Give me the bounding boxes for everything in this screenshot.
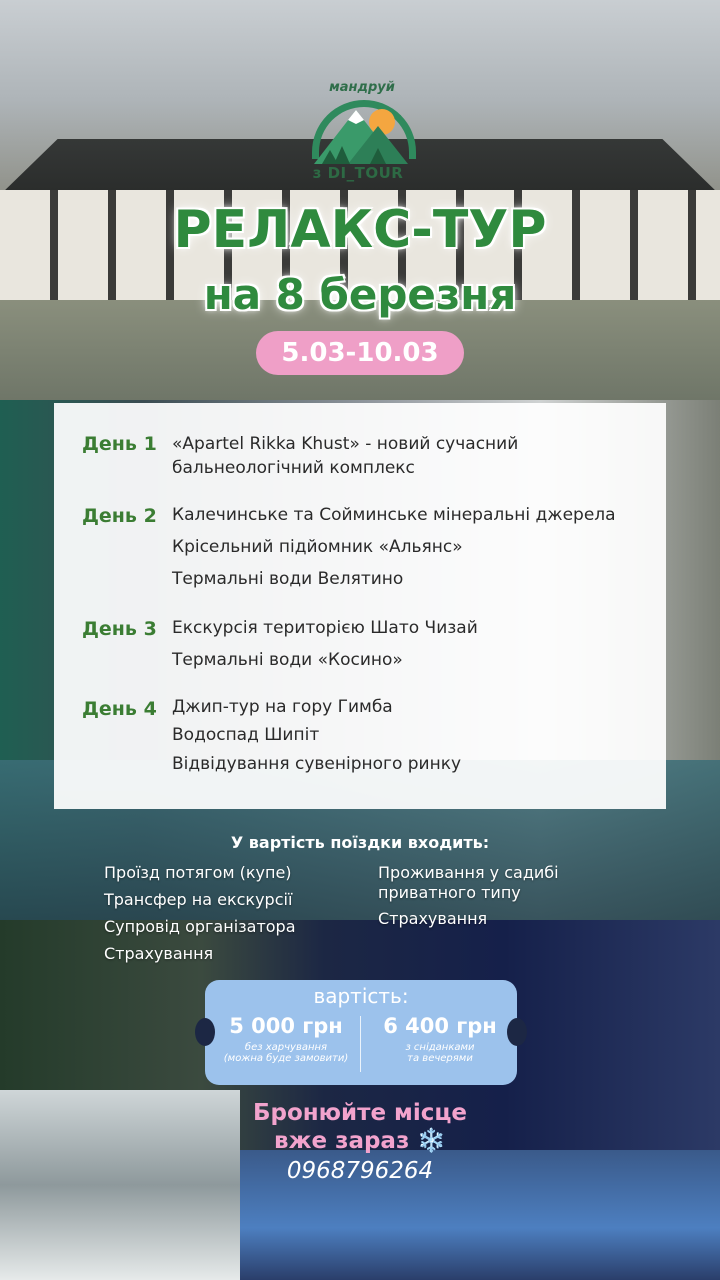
program-item: Калечинське та Сойминське мінеральні джерела xyxy=(172,505,616,525)
booking-cta-line2: вже зараз ❄️ xyxy=(274,1128,446,1154)
logo-top-text: мандруй xyxy=(329,80,395,95)
logo-bottom-text: з DI_TOUR xyxy=(312,164,404,182)
tour-title: РЕЛАКС-ТУР xyxy=(173,200,547,260)
program-item: Відвідування сувенірного ринку xyxy=(172,754,462,774)
included-item: Проживання у садибі xyxy=(378,863,559,882)
price-ticket xyxy=(205,980,517,1085)
included-item: Супровід організатора xyxy=(104,917,296,936)
tour-subtitle: на 8 березня xyxy=(203,270,517,319)
included-item: Трансфер на екскурсії xyxy=(104,890,293,909)
program-card xyxy=(54,403,666,809)
day-label: День 1 xyxy=(82,433,157,455)
included-item: Страхування xyxy=(378,909,488,928)
mountain-icon xyxy=(308,100,412,166)
included-item: Страхування xyxy=(104,944,214,963)
tour-dates-badge: 5.03-10.03 xyxy=(256,331,464,375)
price-option-2-note xyxy=(365,1042,515,1064)
program-item: бальнеологічний комплекс xyxy=(172,458,415,478)
booking-cta: Бронюйте місце xyxy=(252,1100,468,1126)
day-label: День 4 xyxy=(82,698,157,720)
price-divider xyxy=(360,1016,361,1072)
price-note-line: та вечерями xyxy=(407,1053,473,1064)
program-item: Водоспад Шипіт xyxy=(172,725,320,745)
brand-logo xyxy=(300,78,420,188)
program-item: Крісельний підйомник «Альянс» xyxy=(172,537,463,557)
phone-number[interactable]: 0968796264 xyxy=(286,1158,434,1184)
program-item: Термальні води Велятино xyxy=(172,569,404,589)
price-option-1: 5 000 грн xyxy=(229,1014,343,1038)
program-item: Термальні води «Косино» xyxy=(172,650,403,670)
included-item: приватного типу xyxy=(378,883,521,902)
program-item: Екскурсія територією Шато Чизай xyxy=(172,618,478,638)
day-label: День 2 xyxy=(82,505,157,527)
price-note-line: з сніданками xyxy=(405,1042,475,1053)
price-option-2: 6 400 грн xyxy=(383,1014,497,1038)
day-label: День 3 xyxy=(82,618,157,640)
program-item: «Apartel Rikka Khust» - новий сучасний xyxy=(172,434,519,454)
included-item: Проїзд потягом (купе) xyxy=(104,863,292,882)
price-note-line: без харчування xyxy=(244,1042,328,1053)
included-title: У вартість поїздки входить: xyxy=(230,833,490,852)
program-item: Джип-тур на гору Гимба xyxy=(172,697,393,717)
price-note-line: (можна буде замовити) xyxy=(223,1053,349,1064)
price-label: вартість: xyxy=(313,984,409,1008)
price-option-1-note xyxy=(211,1042,361,1064)
